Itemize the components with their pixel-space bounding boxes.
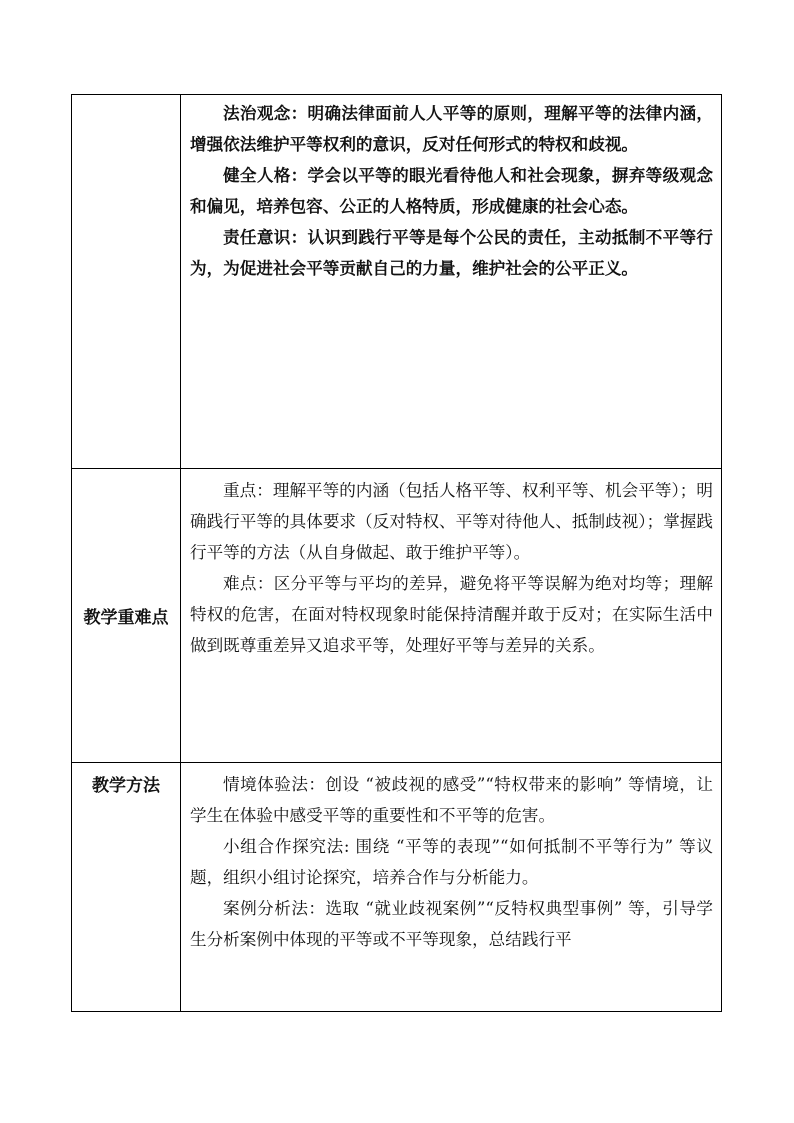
row-label-empty [72, 95, 181, 469]
paragraph-sound-personality: 健全人格：学会以平等的眼光看待他人和社会现象，摒弃等级观念和偏见，培养包容、公正的人格特质，形成健康的社会心态。 [190, 165, 713, 216]
paragraph-responsibility: 责任意识：认识到践行平等是每个公民的责任，主动抵制不平等行为，为促进社会平等贡献自己的力量，维护社会的公平正义。 [190, 227, 713, 278]
paragraph-situational-method: 情境体验法：创设 “被歧视的感受”“特权带来的影响” 等情境，让学生在体验中感受平等的重要性和不平等的危害。 [190, 775, 713, 825]
table-row-literacy-goals [72, 95, 722, 469]
paragraph-key-points: 重点：理解平等的内涵（包括人格平等、权利平等、机会平等）；明确践行平等的具体要求（反对特权、平等对待他人、抵制歧视）；掌握践行平等的方法（从自身做起、敢于维护平等）。 [190, 481, 713, 562]
key-points-cell [181, 469, 722, 763]
table-row-key-difficult-points [72, 469, 722, 763]
paragraph-group-method: 小组合作探究法: 围绕 “平等的表现”“如何抵制不平等行为” 等议题，组织小组讨论探究，培养合作与分析能力。 [190, 837, 713, 887]
table-row-teaching-methods [72, 763, 722, 1012]
row-label-key-points: 教学重难点 [72, 469, 181, 763]
row-label-teaching-methods: 教学方法 [72, 763, 181, 1012]
paragraph-case-method: 案例分析法：选取 “就业歧视案例”“反特权典型事例” 等，引导学生分析案例中体现的平等或不平等现象，总结践行平 [190, 899, 713, 949]
paragraph-rule-of-law: 法治观念：明确法律面前人人平等的原则，理解平等的法律内涵，增强依法维护平等权利的意识，反对任何形式的特权和歧视。 [190, 103, 713, 154]
teaching-methods-cell [181, 763, 722, 1012]
lesson-plan-table [71, 94, 722, 1012]
literacy-goals-cell [181, 95, 722, 469]
paragraph-difficult-points: 难点：区分平等与平均的差异，避免将平等误解为绝对均等；理解特权的危害，在面对特权现象时能保持清醒并敢于反对；在实际生活中做到既尊重差异又追求平等，处理好平等与差异的关系。 [190, 574, 713, 655]
